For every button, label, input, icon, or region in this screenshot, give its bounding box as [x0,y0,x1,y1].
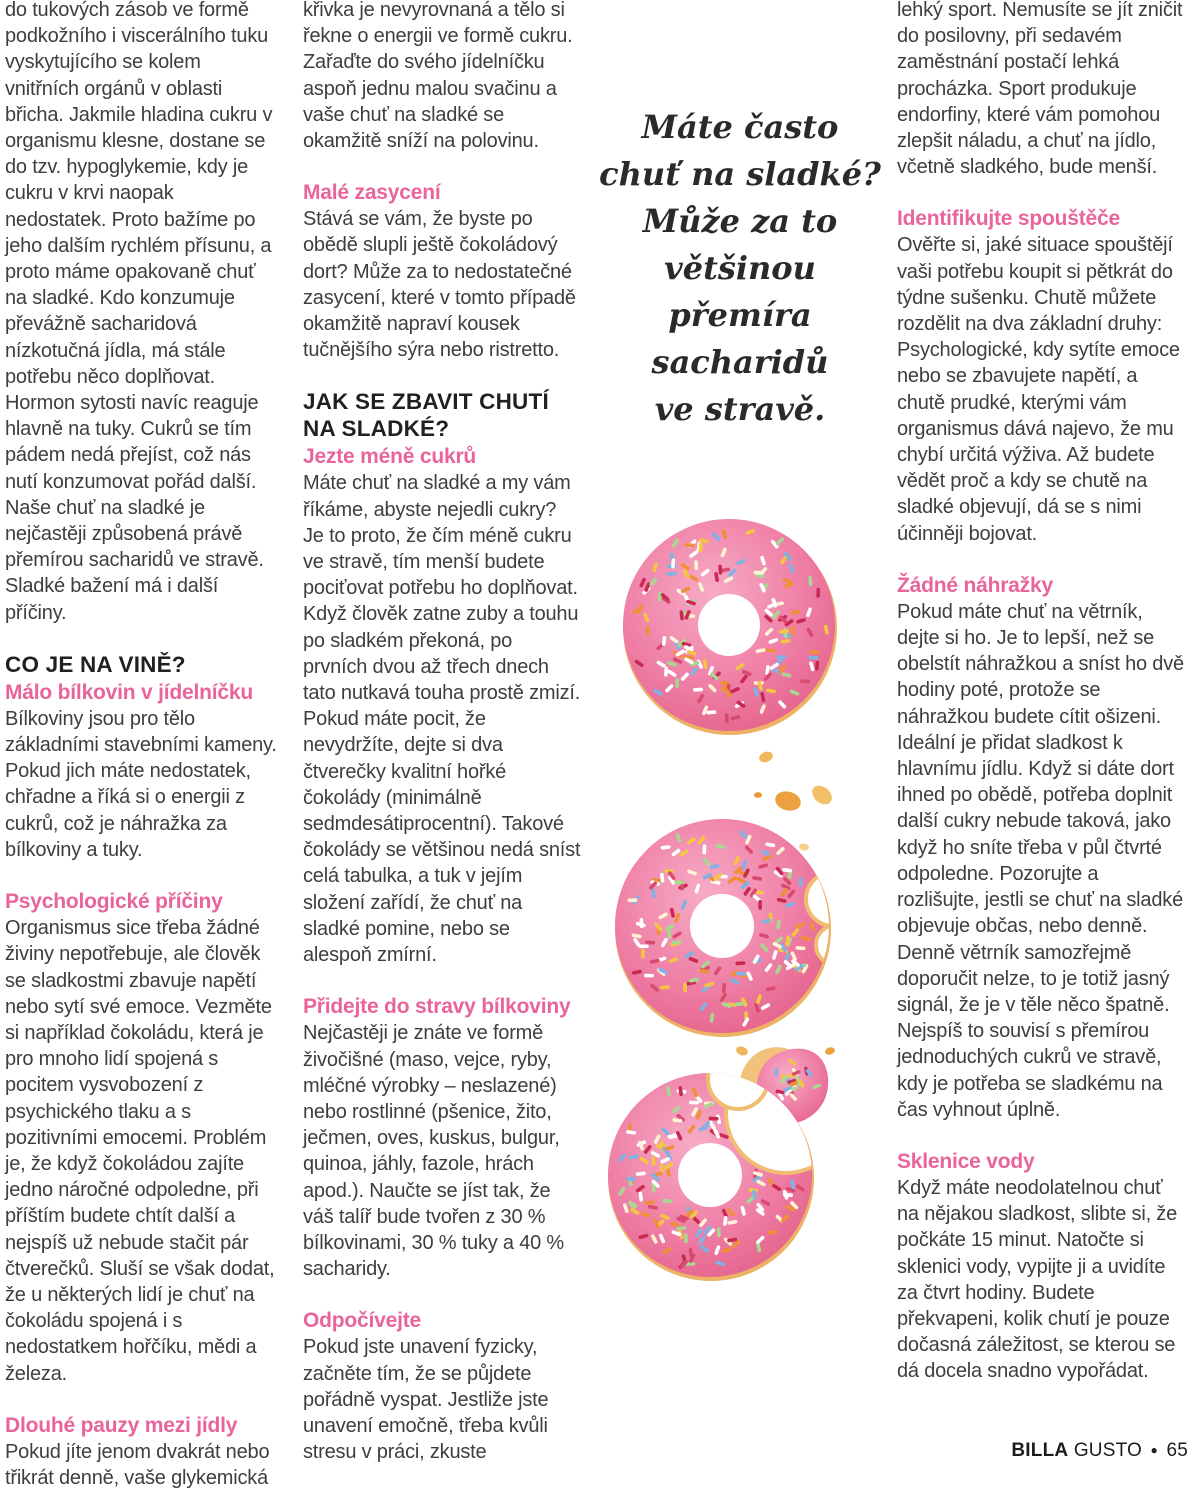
paragraph: Stává se vám, že byste po obědě slupli ještě čokoládový dort? Může za to nedostatečné zasycení, které v tomto případě okamžitě napraví kousek tučnějšího sýra nebo ristretto. [303,208,576,362]
text-column-middle [303,0,581,1465]
text-column-right [897,0,1185,1385]
donut-bitten-image [615,819,860,1037]
paragraph: Máte chuť na sladké a my vám říkáme, abyste nejedli cukry? Je to proto, že čím méně cukru ve stravě, tím menší budete pociťovat potřebu ho doplňovat. Když člověk zatne zuby a touhu po sladkém překoná, po prvních dvou až třech dnech tato nutkavá touha prostě zmizí. Pokud máte pocit, že nevydržíte, dejte si dva čtverečky kvalitní hořké čokolády (minimálně sedmdesátiprocentní). Takové čokolády se většinou nedá sníst celá tabulka, a tuk v jejím složení zařídí, že chuť na sladké pomine, nebo se alespoň zmírní. [303,472,581,967]
topic-heading: Jezte méně cukrů [303,445,477,469]
topic-heading: Psychologické příčiny [5,890,223,914]
topic-heading: Žádné náhražky [897,573,1053,597]
pull-quote-line: ve stravě. [654,390,826,428]
paragraph: Nejčastěji je znáte ve formě živočišné (maso, vejce, ryby, mléčné výrobky – neslazené) nebo rostlinné (pšenice, žito, ječmen, oves, kuskus, bulgur, quinoa, jáhly, fazole, hrách apod.). Naučte se jíst tak, že váš talíř bude tvořen z 30 % bílkovinami, 30 % tuky a 40 % sacharidy. [303,1022,564,1281]
paragraph: Pokud máte chuť na větrník, dejte si ho. Je to lepší, než se obelstít náhražkou a sníst ho dvě hodiny poté, protože se náhražkou budete cítit ošizeni. Ideální je přidat sladkost k hlavnímu jídlu. Když si dáte dort ihned po obědě, potřeba doplnit další cukry nebude taková, jako když ho sníte třeba v půl čtvrté odpoledne. Pozorujte a rozlišujte, jestli se chuť na sladké objevuje občas, nebo denně. Denně větrník samozřejmě doporučit nelze, to je totiž jasný signál, že je v těle něco špatně. Nejspíš to souvisí s přemírou jednoduchých cukrů ve stravě, kdy je potřeba se sladkému na čas vyhnout úplně. [897,600,1184,1121]
pull-quote-line: většinou [664,249,816,287]
pull-quote-line: Může za to [642,202,838,240]
topic-heading: Dlouhé pauzy mezi jídly [5,1413,238,1437]
pull-quote-line: chuť na sladké? [599,155,881,193]
section-heading: CO JE NA VINĚ? [5,651,186,677]
footer-bullet-icon: ● [1150,1443,1158,1457]
paragraph: Pokud jste unavení fyzicky, začněte tím, že se půjdete pořádně vyspat. Jestliže jste unavení emočně, třeba kvůli stresu v práci, zkuste [303,1336,549,1464]
paragraph: Bílkoviny jsou pro tělo základními stavebními kameny. Pokud jich máte nedostatek, chřadne a říká si o energii z cukrů, což je náhražka za bílkoviny a tuky. [5,707,277,861]
pull-quote [592,104,888,433]
footer-brand: BILLA [1011,1440,1069,1461]
topic-heading: Odpočívejte [303,1309,421,1333]
pull-quote-line: Máte často [641,108,839,146]
donut-full-image [623,519,837,735]
paragraph: Pokud jíte jenom dvakrát nebo třikrát denně, vaše glykemická [5,1440,270,1489]
paragraph: křivka je nevyrovnaná a tělo si řekne o energii ve formě cukru. Zařaďte do svého jídelníčku aspoň jednu malou svačinu a vaše chuť na sladké se okamžitě sníží na polovinu. [303,0,573,153]
paragraph: do tukových zásob ve formě podkožního i viscerálního tuku vyskytujícího se kolem vnitřních orgánů v oblasti břicha. Jakmile hladina cukru v organismu klesne, dostane se do tzv. hypoglykemie, kdy je cukru v krvi naopak nedostatek. Proto bažíme po jeho dalším rychlém přísunu, a proto máme opakovaně chuť na sladké. Kdo konzumuje převážně sacharidová nízkotučná jídla, má stále potřebu něco doplňovat. Hormon sytosti navíc reaguje hlavně na tuky. Cukrů se tím pádem nedá přejíst, což nás nutí konzumovat pořád další. Naše chuť na sladké je nejčastěji způsobená právě přemírou sacharidů ve stravě. Sladké bažení má i další příčiny. [5,0,273,624]
footer-page-number: 65 [1166,1440,1188,1461]
topic-heading: Identifikujte spouštěče [897,207,1120,231]
topic-heading: Přidejte do stravy bílkoviny [303,995,571,1019]
footer-magazine: GUSTO [1073,1440,1143,1461]
donuts-photo [590,495,890,1285]
paragraph: lehký sport. Nemusíte se jít zničit do posilovny, při sedavém zaměstnání postačí lehká procházka. Sport produkuje endorfiny, které vám pomohou zlepšit náladu, a chuť na jídlo, včetně sladkého, bude menší. [897,0,1183,179]
page-footer [1011,1440,1188,1462]
paragraph: Ověřte si, jaké situace spouštějí vaši potřebu koupit si pětkrát do týdne sušenku. Chutě můžete rozdělit na dva základní druhy: Psychologické, kdy sytíte emoce nebo se zbavujete napětí, a chutě prudké, kterými vám organismus dává najevo, že mu chybí určitá výživa. Až budete vědět proč a kdy se chutě na sladké objevují, dá se s nimi účinněji bojovat. [897,234,1180,545]
section-heading: JAK SE ZBAVIT CHUTÍ NA SLADKÉ? [303,389,549,442]
pull-quote-line: přemíra [668,296,812,334]
pull-quote-line: sacharidů [651,343,829,381]
topic-heading: Sklenice vody [897,1149,1035,1173]
text-column-left [5,0,277,1491]
paragraph: Organismus sice třeba žádné živiny nepotřebuje, ale člověk se sladkostmi zbavuje napětí nebo sytí své emoce. Vezměte si například čokoládu, která je pro mnoho lidí spojená s pocitem vysvobození z psychického tlaku a s pozitivními emocemi. Problém je, že když čokoládou zajíte jedno náročné odpoledne, při příštím budete chtít další a nejspíš už nebude stačit pár čtverečků. Sluší se však dodat, že u některých lidí je chuť na čokoládu spojená i s nedostatkem hořčíku, mědi a železa. [5,917,275,1385]
paragraph: Když máte neodolatelnou chuť na nějakou sladkost, slibte si, že počkáte 15 minut. Natočte si sklenici vody, vypijte ji a uvidíte za čtvrt hodiny. Budete překvapeni, kolik chutí je pouze dočasná záležitost, se kterou se dá docela snadno vypořádat. [897,1176,1178,1383]
topic-heading: Malé zasycení [303,181,441,205]
topic-heading: Málo bílkovin v jídelníčku [5,680,254,704]
